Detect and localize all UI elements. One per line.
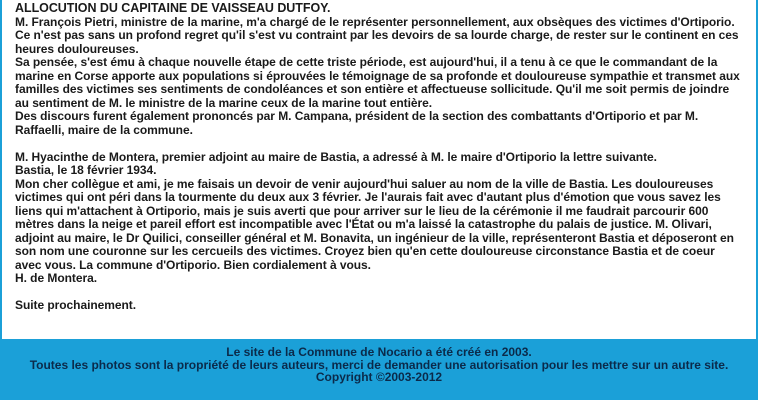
article-line: avec vous. La commune d'Ortiporio. Bien cordialement à vous.: [15, 257, 371, 272]
footer-copyright: Copyright ©2003-2012: [315, 370, 443, 384]
article-line: liens qui m'attachent à Ortiporio, mais je suis averti que pour arriver sur le lieu de la cérémonie il me faudrait parcourir 600: [15, 203, 709, 218]
article-line: adjoint au maire, le Dr Quilici, conseiller général et M. Bonavita, un ingénieur de la ville, représenteront Bastia et déposeront en: [15, 230, 734, 245]
article-line: victimes qui ont péri dans la tourmente du deux aux 3 février. Je l'aurais fait avec d'autant plus d'émotion que vous savez les: [15, 190, 721, 204]
article-line: familles des victimes ses sentiments de condoléances et son entière et affectueuse sollicitude. Qu'il me soit permis de joindre: [15, 82, 730, 96]
article-title: ALLOCUTION DU CAPITAINE DE VAISSEAU DUTFOY.: [15, 1, 331, 15]
footer-creation-note: Le site de la Commune de Nocario a été créé en 2003.: [226, 345, 532, 359]
article-line: mètres dans la neige et pareil effort est incompatible avec l'État ou m'a laissé la catastrophe du palais de justice. M. Olivari,: [15, 217, 712, 231]
paragraph-spacer: [15, 286, 755, 300]
continuation-note: Suite prochainement.: [15, 298, 137, 312]
article-line: M. François Pietri, ministre de la marine, m'a chargé de le représenter personnellement, aux obsèques des victimes d'Ortiporio.: [15, 14, 735, 29]
article-line: heures douloureuses.: [15, 41, 139, 56]
article-line: son nom une couronne sur les cercueils des victimes. Croyez bien qu'en cette douloureuse circonstance Bastia et de coeur: [15, 244, 715, 258]
article-line: au sentiment de M. le ministre de la marine ceux de la marine tout entière.: [15, 95, 433, 110]
footer-photo-rights: Toutes les photos sont la propriété de leurs auteurs, merci de demander une autorisation pour les mettre sur un autre site.: [29, 357, 729, 372]
article-line: marine en Corse apporte aux populations si éprouvées le témoignage de sa profonde et douloureuse sympathie et transmet aux: [15, 68, 740, 83]
article-line: Ce n'est pas sans un profond regret qu'il s'est vu contraint par les devoirs de sa lourde charge, de rester sur le continent en ces: [15, 28, 739, 42]
article-body: [15, 2, 755, 313]
article-line: M. Hyacinthe de Montera, premier adjoint au maire de Bastia, a adressé à M. le maire d'Ortiporio la lettre suivante.: [15, 149, 657, 164]
article-line: Sa pensée, s'est ému à chaque nouvelle étape de cette triste période, est aujourd'hui, il a tenu à ce que le commandant de la: [15, 55, 718, 69]
article-line: Mon cher collègue et ami, je me faisais un devoir de venir aujourd'hui saluer au nom de la ville de Bastia. Les douloureuses: [15, 176, 714, 191]
article-line: Raffaelli, maire de la commune.: [15, 122, 193, 137]
letter-date: Bastia, le 18 février 1934.: [15, 163, 157, 177]
site-footer: [2, 339, 756, 396]
paragraph-spacer: [15, 137, 755, 151]
article-line: Des discours furent également prononcés par M. Campana, président de la section des combattants d'Ortiporio et par M.: [15, 109, 699, 123]
letter-signature: H. de Montera.: [15, 271, 97, 285]
